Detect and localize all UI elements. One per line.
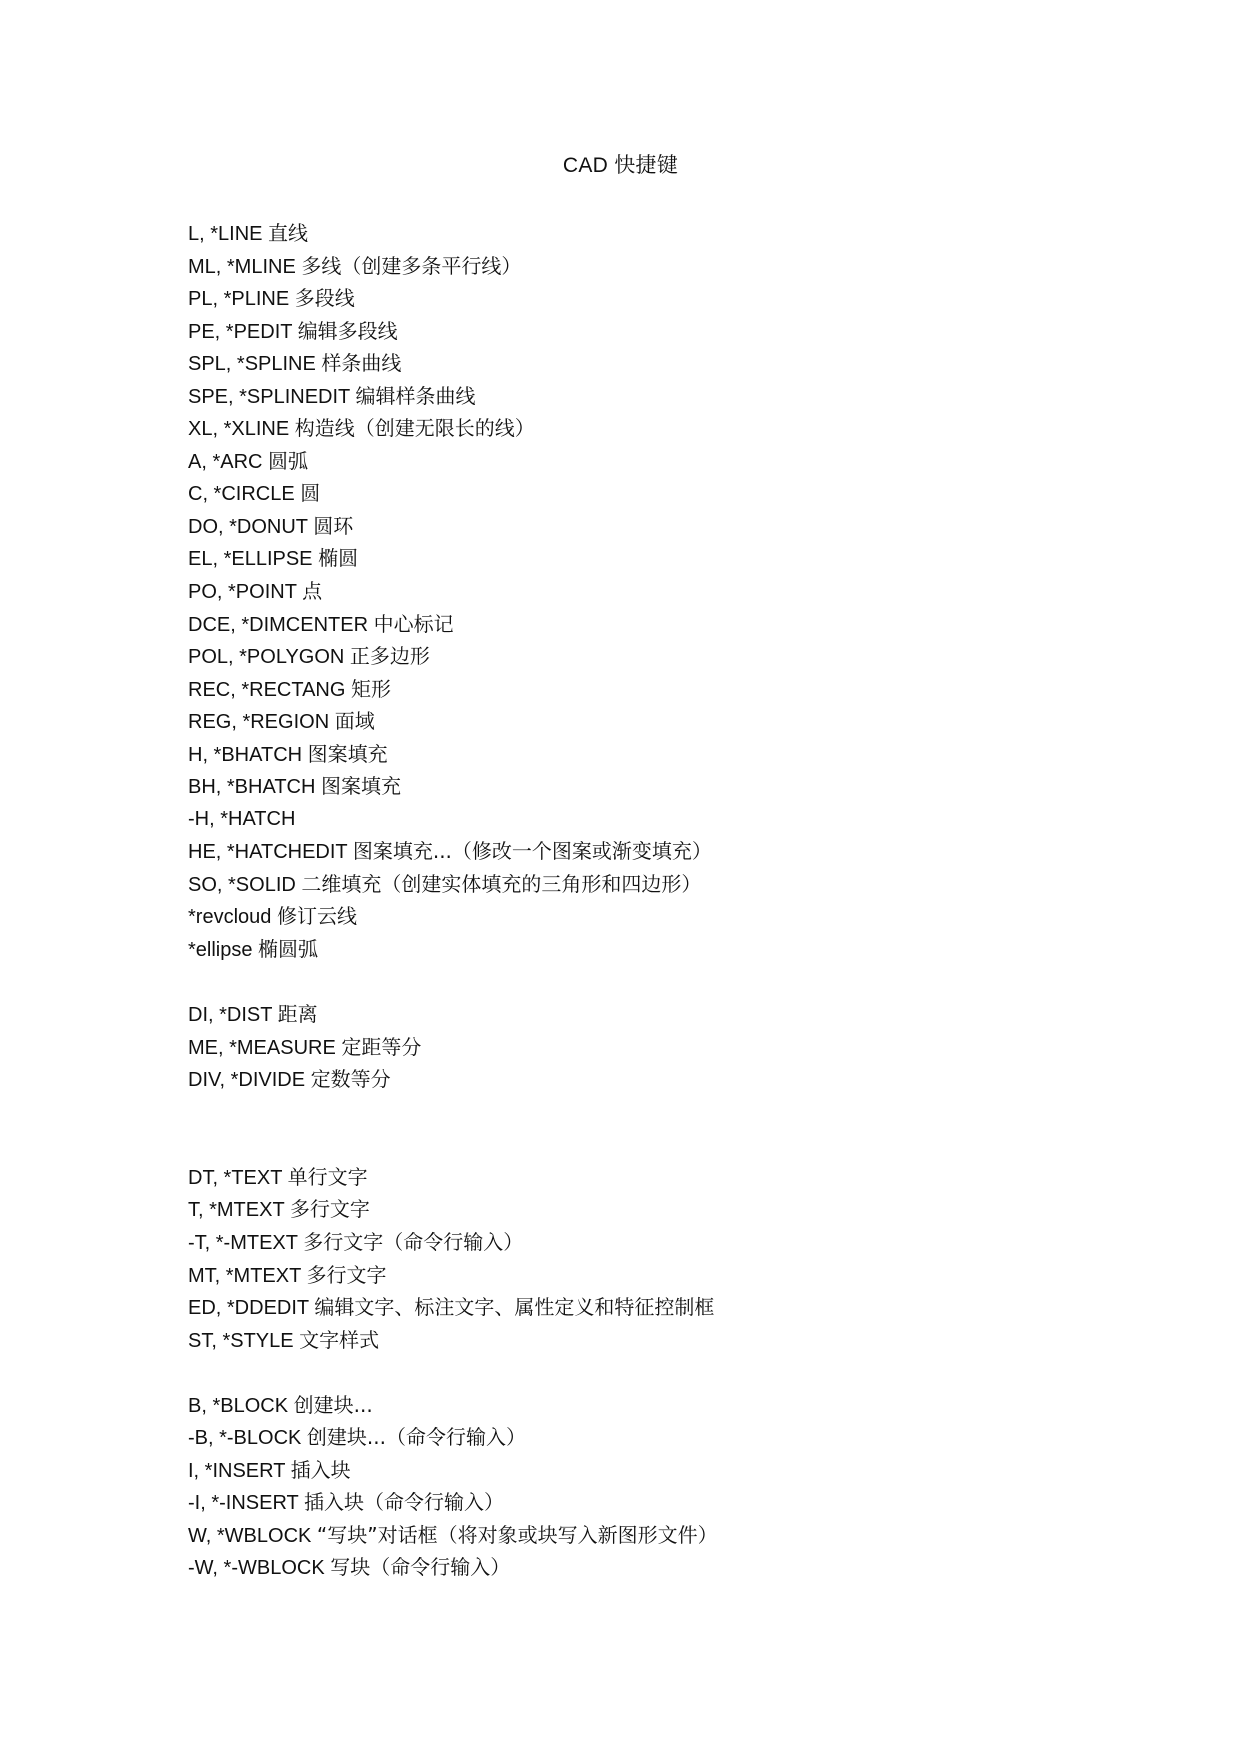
shortcut-description: 多行文字	[306, 1262, 387, 1287]
shortcut-description: 单行文字	[287, 1164, 368, 1189]
shortcut-description: 面域	[334, 709, 375, 734]
shortcut-line	[188, 933, 1088, 966]
shortcut-line	[188, 608, 1088, 641]
shortcut-line	[188, 1519, 1088, 1552]
shortcut-description: 定数等分	[310, 1067, 391, 1092]
shortcut-description: 构造线（创建无限长的线）	[294, 416, 535, 441]
shortcut-command: SPL, *SPLINE	[188, 353, 316, 376]
shortcut-line	[188, 412, 1088, 445]
shortcut-line	[188, 445, 1088, 478]
shortcut-command: BH, *BHATCH	[188, 776, 316, 799]
shortcut-description: 编辑样条曲线	[355, 383, 476, 408]
shortcut-description: “写块”对话框（将对象或块写入新图形文件）	[316, 1522, 718, 1547]
shortcut-line	[188, 1226, 1088, 1259]
shortcut-line	[188, 1161, 1088, 1194]
shortcut-description: 距离	[277, 1002, 318, 1027]
shortcut-command: *revcloud	[188, 906, 272, 929]
shortcut-line	[188, 1291, 1088, 1324]
shortcut-line	[188, 510, 1088, 543]
document-title: CAD 快捷键	[562, 154, 679, 177]
shortcut-description: 修订云线	[276, 904, 357, 929]
shortcut-line	[188, 1031, 1088, 1064]
shortcut-description: 直线	[268, 221, 309, 245]
shortcut-line	[188, 998, 1088, 1031]
shortcut-description: 插入块	[290, 1457, 351, 1482]
shortcut-description: 样条曲线	[321, 351, 402, 376]
shortcut-command: POL, *POLYGON	[188, 646, 345, 669]
shortcut-description: 二维填充（创建实体填充的三角形和四边形）	[301, 871, 702, 896]
shortcut-description: 多段线	[294, 286, 355, 311]
shortcut-line	[188, 835, 1088, 868]
shortcut-description: 圆	[300, 481, 321, 506]
shortcut-command: REG, *REGION	[188, 711, 330, 734]
shortcut-description: 创建块...	[293, 1392, 373, 1417]
shortcut-line	[188, 738, 1088, 771]
shortcut-command: -B, *-BLOCK	[188, 1427, 302, 1450]
shortcut-description: 编辑文字、标注文字、属性定义和特征控制框	[314, 1295, 715, 1320]
shortcut-command: L, *LINE	[188, 223, 263, 245]
shortcut-line	[188, 1389, 1088, 1422]
shortcut-line	[188, 673, 1088, 706]
shortcut-line	[188, 1421, 1088, 1454]
shortcut-description: 圆环	[313, 513, 354, 538]
shortcut-command: *ellipse	[188, 939, 253, 962]
shortcut-command: H, *BHATCH	[188, 743, 303, 766]
shortcut-description: 椭圆	[318, 546, 359, 571]
shortcut-command: -T, *-MTEXT	[188, 1231, 298, 1254]
shortcut-command: MT, *MTEXT	[188, 1264, 301, 1287]
blank-line	[188, 966, 1088, 999]
shortcut-line	[188, 900, 1088, 933]
shortcut-line	[188, 477, 1088, 510]
shortcut-description: 多线（创建多条平行线）	[301, 253, 522, 278]
shortcut-description: 椭圆弧	[258, 937, 319, 962]
shortcut-description: 写块（命令行输入）	[330, 1555, 511, 1580]
shortcut-command: I, *INSERT	[188, 1459, 286, 1482]
shortcut-command: DO, *DONUT	[188, 515, 308, 538]
shortcut-description: 圆弧	[268, 448, 309, 473]
shortcut-description: 插入块（命令行输入）	[303, 1490, 504, 1515]
shortcut-line	[188, 803, 1088, 836]
shortcut-line	[188, 380, 1088, 413]
shortcut-command: B, *BLOCK	[188, 1394, 289, 1417]
shortcut-command: -W, *-WBLOCK	[188, 1557, 325, 1580]
shortcut-line	[188, 1551, 1088, 1584]
shortcut-description: 中心标记	[373, 611, 454, 636]
shortcut-description: 矩形	[350, 676, 391, 701]
shortcut-description: 文字样式	[299, 1327, 380, 1352]
shortcut-command: EL, *ELLIPSE	[188, 548, 313, 571]
shortcut-command: -H, *HATCH	[188, 807, 296, 830]
shortcut-line	[188, 542, 1088, 575]
shortcut-description: 多行文字（命令行输入）	[303, 1229, 524, 1254]
shortcut-line	[188, 575, 1088, 608]
shortcut-description: 图案填充...（修改一个图案或渐变填充）	[352, 839, 712, 864]
shortcut-line	[188, 705, 1088, 738]
shortcut-description: 编辑多段线	[297, 318, 398, 343]
shortcut-command: PO, *POINT	[188, 581, 297, 604]
shortcut-command: PL, *PLINE	[188, 288, 290, 311]
shortcut-list	[188, 217, 1088, 1584]
shortcut-command: DIV, *DIVIDE	[188, 1069, 306, 1092]
blank-line	[188, 1356, 1088, 1389]
shortcut-line	[188, 1063, 1088, 1096]
shortcut-command: -I, *-INSERT	[188, 1492, 299, 1515]
shortcut-command: SO, *SOLID	[188, 873, 296, 896]
shortcut-command: C, *CIRCLE	[188, 483, 295, 506]
shortcut-command: HE, *HATCHEDIT	[188, 841, 348, 864]
shortcut-line	[188, 347, 1088, 380]
shortcut-command: PE, *PEDIT	[188, 320, 293, 343]
shortcut-line	[188, 770, 1088, 803]
shortcut-description: 图案填充	[307, 741, 388, 766]
shortcut-line	[188, 868, 1088, 901]
shortcut-command: DT, *TEXT	[188, 1166, 283, 1189]
shortcut-command: XL, *XLINE	[188, 418, 290, 441]
shortcut-command: REC, *RECTANG	[188, 678, 346, 701]
shortcut-description: 创建块...（命令行输入）	[306, 1425, 526, 1450]
shortcut-command: T, *MTEXT	[188, 1199, 285, 1222]
shortcut-line	[188, 1259, 1088, 1292]
shortcut-command: DI, *DIST	[188, 1004, 273, 1027]
shortcut-command: ML, *MLINE	[188, 255, 296, 278]
shortcut-description: 正多边形	[349, 644, 430, 669]
shortcut-description: 定距等分	[341, 1034, 422, 1059]
shortcut-description: 图案填充	[320, 774, 401, 799]
shortcut-line	[188, 217, 1088, 250]
shortcut-line	[188, 1486, 1088, 1519]
blank-line	[188, 1096, 1088, 1129]
shortcut-description: 点	[302, 579, 323, 604]
shortcut-command: W, *WBLOCK	[188, 1524, 312, 1547]
shortcut-command: SPE, *SPLINEDIT	[188, 385, 350, 408]
shortcut-command: ST, *STYLE	[188, 1329, 294, 1352]
shortcut-description: 多行文字	[289, 1197, 370, 1222]
shortcut-line	[188, 1454, 1088, 1487]
shortcut-command: ME, *MEASURE	[188, 1036, 336, 1059]
shortcut-line	[188, 1193, 1088, 1226]
shortcut-command: A, *ARC	[188, 450, 263, 473]
shortcut-line	[188, 640, 1088, 673]
shortcut-line	[188, 1324, 1088, 1357]
shortcut-line	[188, 282, 1088, 315]
blank-line	[188, 1128, 1088, 1161]
shortcut-command: ED, *DDEDIT	[188, 1297, 309, 1320]
shortcut-command: DCE, *DIMCENTER	[188, 613, 369, 636]
shortcut-line	[188, 315, 1088, 348]
shortcut-line	[188, 250, 1088, 283]
